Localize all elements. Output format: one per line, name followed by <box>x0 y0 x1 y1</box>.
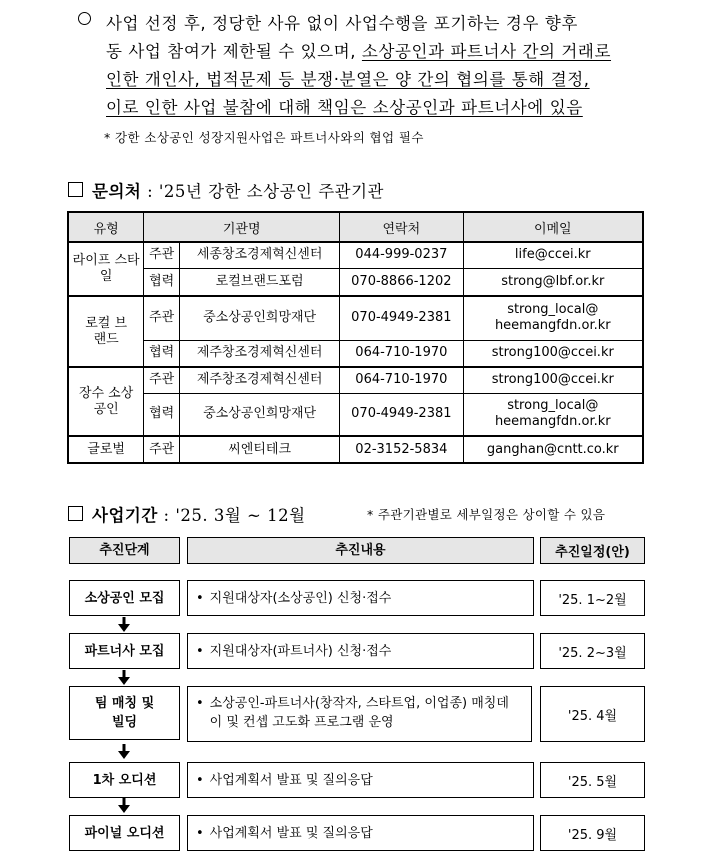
section-checkbox-icon <box>68 182 83 197</box>
role-cell: 주관 <box>144 367 180 393</box>
period-section-title: 사업기간 : '25. 3월 ~ 12월 <box>92 506 306 525</box>
schedule-header-date: 추진일정(안) <box>540 537 645 564</box>
table-row <box>68 393 643 436</box>
period-note: * 주관기관별로 세부일정은 상이할 수 있음 <box>367 507 606 522</box>
stage-box: 파이널 오디션 <box>69 815 180 851</box>
role-cell: 주관 <box>144 242 180 268</box>
table-row <box>68 436 643 463</box>
intro-note: * 강한 소상공인 성장지원사업은 파트너사와의 협업 필수 <box>104 130 424 145</box>
table-row <box>68 367 643 393</box>
type-cell: 글로벌 <box>68 436 144 463</box>
schedule-header-stage: 추진단계 <box>69 537 180 564</box>
table-row <box>68 340 643 367</box>
phone-cell: 044-999-0237 <box>340 242 463 268</box>
content-box: • 지원대상자(소상공인) 신청·접수 <box>187 580 534 616</box>
table-row <box>68 296 643 340</box>
type-cell: 장수 소상공인 <box>68 367 144 436</box>
col-header-type: 유형 <box>68 212 144 242</box>
intro-line-3: 인한 개인사, 법적문제 등 분쟁·분열은 양 간의 협의를 통해 결정, <box>106 70 590 89</box>
org-cell: 중소상공인희망재단 <box>180 296 340 340</box>
date-box: '25. 2~3월 <box>540 633 645 669</box>
role-cell: 주관 <box>144 436 180 463</box>
col-header-org: 기관명 <box>144 212 340 242</box>
intro-line-1: 사업 선정 후, 정당한 사유 없이 사업수행을 포기하는 경우 향후 <box>106 14 578 33</box>
date-box: '25. 5월 <box>540 762 645 798</box>
email-cell: ganghan@cntt.co.kr <box>463 436 643 463</box>
phone-cell: 070-8866-1202 <box>340 268 463 296</box>
phone-cell: 070-4949-2381 <box>340 393 463 436</box>
stage-box: 소상공인 모집 <box>69 580 180 616</box>
type-cell: 로컬 브랜드 <box>68 296 144 367</box>
org-cell: 중소상공인희망재단 <box>180 393 340 436</box>
down-arrow-icon <box>118 670 130 686</box>
phone-cell: 02-3152-5834 <box>340 436 463 463</box>
down-arrow-icon <box>118 744 130 760</box>
email-cell: strong100@ccei.kr <box>463 367 643 393</box>
email-cell: strong_local@ heemangfdn.or.kr <box>463 296 643 340</box>
down-arrow-icon <box>118 617 130 633</box>
content-box: • 사업계획서 발표 및 질의응답 <box>187 762 534 798</box>
section-checkbox-icon <box>68 506 83 521</box>
phone-cell: 064-710-1970 <box>340 367 463 393</box>
phone-cell: 070-4949-2381 <box>340 296 463 340</box>
date-box: '25. 9월 <box>540 815 645 851</box>
date-box: '25. 1~2월 <box>540 580 645 616</box>
content-box: • 지원대상자(파트너사) 신청·접수 <box>187 633 534 669</box>
date-box: '25. 4월 <box>540 686 645 742</box>
table-row <box>68 242 643 268</box>
org-cell: 로컬브랜드포럼 <box>180 268 340 296</box>
intro-line-4: 이로 인한 사업 불참에 대해 책임은 소상공인과 파트너사에 있음 <box>106 98 583 117</box>
intro-underlined-text: 소상공인과 파트너사 간의 거래로 <box>361 42 612 61</box>
org-cell: 세종창조경제혁신센터 <box>180 242 340 268</box>
stage-box: 팀 매칭 및 빌딩 <box>69 686 180 740</box>
email-cell: strong_local@ heemangfdn.or.kr <box>463 393 643 436</box>
email-cell: life@ccei.kr <box>463 242 643 268</box>
down-arrow-icon <box>118 798 130 814</box>
role-cell: 협력 <box>144 340 180 367</box>
org-cell: 제주창조경제혁신센터 <box>180 367 340 393</box>
org-cell: 제주창조경제혁신센터 <box>180 340 340 367</box>
email-cell: strong100@ccei.kr <box>463 340 643 367</box>
col-header-phone: 연락처 <box>340 212 463 242</box>
role-cell: 협력 <box>144 268 180 296</box>
contact-table <box>67 211 644 464</box>
col-header-email: 이메일 <box>463 212 643 242</box>
role-cell: 협력 <box>144 393 180 436</box>
type-cell: 라이프 스타일 <box>68 242 144 296</box>
table-header-row <box>68 212 643 242</box>
contact-section-title: 문의처 : '25년 강한 소상공인 주관기관 <box>92 182 384 201</box>
content-box: • 소상공인-파트너사(창작자, 스타트업, 이업종) 매칭데이 및 컨셉 고도화 프로그램 운영 <box>187 686 532 742</box>
table-row <box>68 268 643 296</box>
stage-box: 1차 오디션 <box>69 762 180 798</box>
stage-box: 파트너사 모집 <box>69 633 180 669</box>
org-cell: 씨엔티테크 <box>180 436 340 463</box>
intro-line-2: 동 사업 참여가 제한될 수 있으며, 소상공인과 파트너사 간의 거래로 <box>106 42 612 61</box>
email-cell: strong@lbf.or.kr <box>463 268 643 296</box>
circle-bullet-icon <box>78 12 91 25</box>
phone-cell: 064-710-1970 <box>340 340 463 367</box>
role-cell: 주관 <box>144 296 180 340</box>
content-box: • 사업계획서 발표 및 질의응답 <box>187 815 534 851</box>
schedule-header-content: 추진내용 <box>187 537 534 564</box>
